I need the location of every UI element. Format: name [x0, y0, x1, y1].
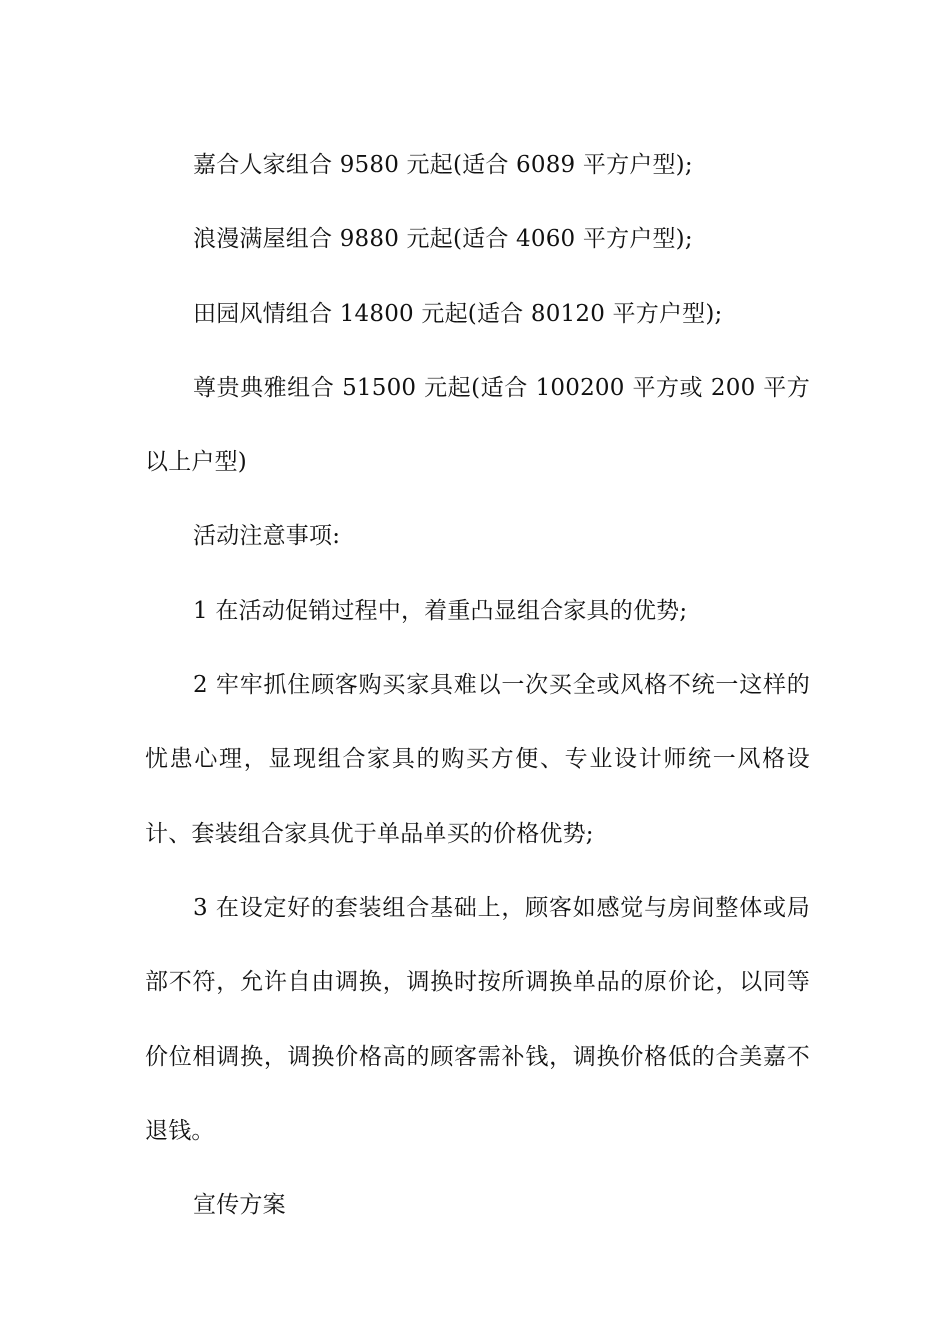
package-tianyuan-paragraph: 田园风情组合 14800 元起(适合 80120 平方户型);	[193, 300, 723, 327]
note-item-3: 3 在设定好的套装组合基础上，顾客如感觉与房间整体或局部不符，允许自由调换，调换时按所调换单品的原价论，以同等价位相调换，调换价格高的顾客需补钱，调换价格低的合美嘉不退钱。	[145, 894, 810, 1144]
package-jiahe-paragraph: 嘉合人家组合 9580 元起(适合 6089 平方户型);	[193, 152, 693, 178]
note-item-2: 2 牢牢抓住顾客购买家具难以一次买全或风格不统一这样的忧患心理，显现组合家具的购买方便、专业设计师统一风格设计、套装组合家具优于单品单买的价格优势;	[145, 672, 810, 847]
package-zungui-paragraph: 尊贵典雅组合 51500 元起(适合 100200 平方或 200 平方以上户型)	[145, 374, 810, 476]
document-body	[145, 128, 810, 1242]
package-langman-paragraph: 浪漫满屋组合 9880 元起(适合 4060 平方户型);	[193, 226, 693, 253]
notes-heading: 活动注意事项:	[193, 523, 341, 550]
note-item-1: 1 在活动促销过程中，着重凸显组合家具的优势;	[193, 597, 688, 624]
promotion-plan-heading: 宣传方案	[193, 1192, 286, 1219]
